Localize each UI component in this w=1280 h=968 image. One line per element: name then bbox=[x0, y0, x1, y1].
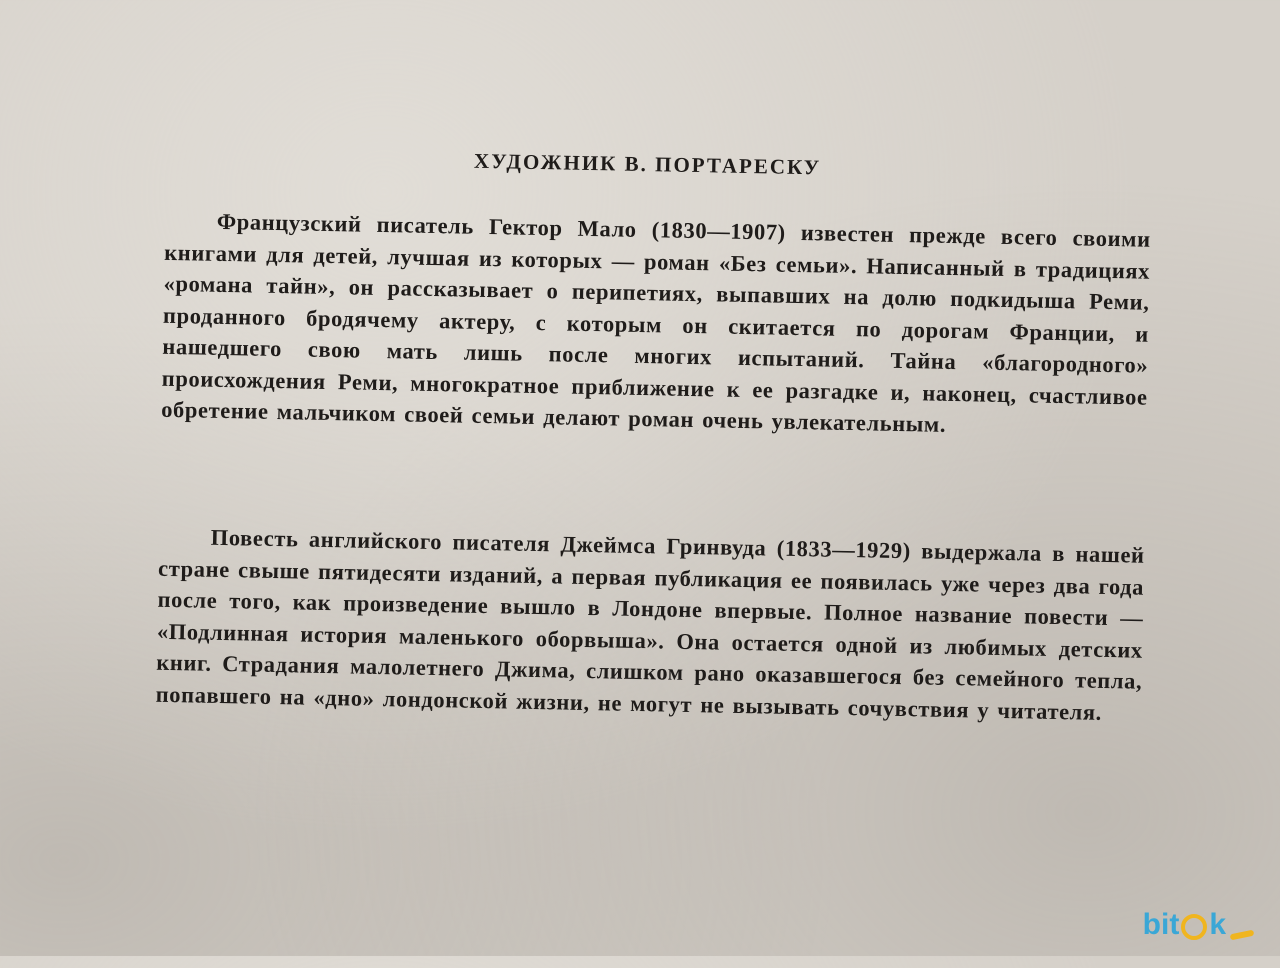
watermark-text-end: k bbox=[1209, 908, 1226, 941]
paragraph-james-greenwood: Повесть английского писателя Джеймса Гринвуда (1833—1929) выдержала в нашей стране свыше пятидесяти изданий, а первая публикация ее появилась уже через два года после того, как произведение вышло в Лондоне впервые. Полное название повести — «Подлинная история маленького оборвыша». Она остается одной из любимых детских книг. Страдания малолетнего Джима, слишком рано оказавшегося без семейного тепла, попавшего на «дно» лондонской жизни, не могут не вызывать сочувствия у читателя. bbox=[155, 524, 1145, 725]
watermark-swoosh-icon bbox=[1230, 930, 1255, 941]
illustrator-heading: ХУДОЖНИК В. ПОРТАРЕСКУ bbox=[473, 148, 822, 180]
watermark-ring-icon bbox=[1181, 914, 1207, 940]
site-watermark-logo bbox=[1143, 908, 1254, 942]
watermark-text-start: bit bbox=[1142, 908, 1180, 941]
paragraph-hector-malot: Французский писатель Гектор Мало (1830—1907) известен прежде всего своими книгами для детей, лучшая из которых — роман «Без семьи». Написанный в традициях «романа тайн», он рассказывает о перипетиях, выпавших на долю подкидыша Реми, проданного бродячему актеру, с которым он скитается по дорогам Франции, и нашедшего свою мать лишь после многих испытаний. Тайна «благородного» происхождения Реми, многократное приближение к ее разгадке и, наконец, счастливое обретение мальчиком своей семьи делают роман очень увлекательным. bbox=[160, 208, 1151, 437]
